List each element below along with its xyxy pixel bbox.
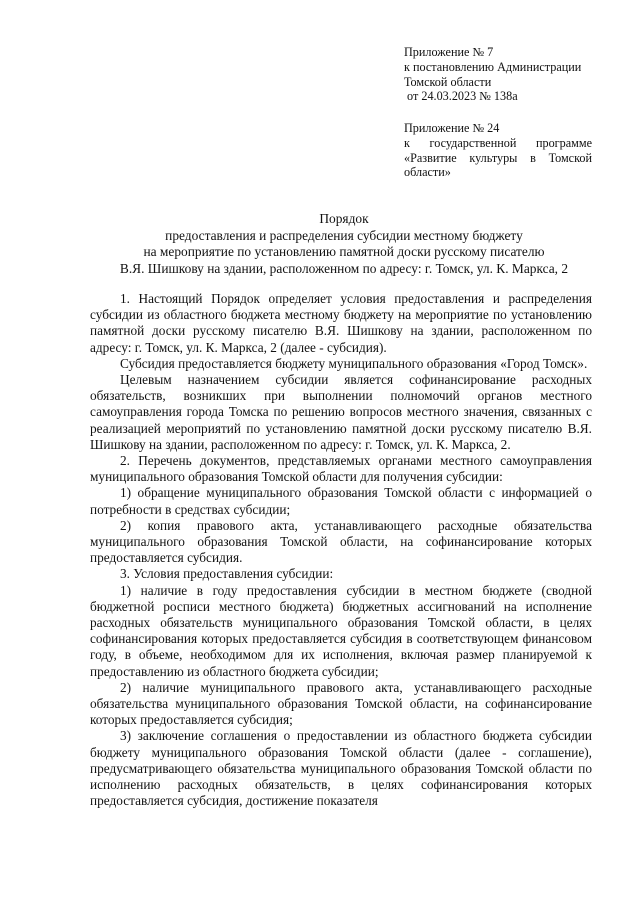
document-body — [90, 291, 592, 810]
appendix-24-block — [404, 121, 592, 180]
appendix-7-block — [404, 45, 592, 104]
paragraph-2-documents: 2. Перечень документов, представляемых органами местного самоуправления муниципального образования Томской области для получения субсидии: — [90, 453, 592, 485]
paragraph-3-item-2: 2) наличие муниципального правового акта, устанавливающего расходные обязательства муниципального образования Томской области, на софинансирование которых предоставляется субсидия; — [90, 679, 592, 728]
appendix-7-region: Томской области — [404, 74, 492, 89]
title-line-3: В.Я. Шишкову на здании, расположенном по адресу: г. Томск, ул. К. Маркса, 2 — [119, 260, 569, 276]
paragraph-2-item-2: 2) копия правового акта, устанавливающего расходные обязательства муниципального образования Томской области, на софинансирование которых предоставляется субсидия. — [90, 517, 592, 566]
paragraph-recipient: Субсидия предоставляется бюджету муниципального образования «Город Томск». — [120, 355, 588, 371]
title-heading: Порядок — [319, 211, 369, 226]
title-line-1: предоставления и распределения субсидии местному бюджету — [165, 227, 523, 243]
paragraph-2-item-1: 1) обращение муниципального образования Томской области с информацией о потребности в средствах субсидии; — [90, 485, 592, 517]
paragraph-3-item-1: 1) наличие в году предоставления субсидии в местном бюджете (сводной бюджетной росписи местного бюджета) бюджетных ассигнований на исполнение расходных обязательств муниципального образования Томской области, в целях софинансирования которых предоставляется субсидия в соответствующем финансовом году, в объеме, необходимом для их исполнения, включая размер планируемой к предоставлению из областного бюджета субсидии; — [90, 582, 592, 679]
appendix-24-program-name: «Развитие культуры в Томской — [404, 150, 592, 165]
appendix-7-date: от 24.03.2023 № 138а — [404, 89, 518, 104]
appendix-24-program: к государственной программе — [404, 135, 592, 150]
paragraph-1-purpose: 1. Настоящий Порядок определяет условия предоставления и распределения субсидии из областного бюджета местному бюджету на мероприятие по установлению памятной доски русскому писателю В.Я. Шишкову на здании, расположенном по адресу: г. Томск, ул. К. Маркса, 2 (далее - субсидия). — [90, 291, 592, 355]
paragraph-3-item-3: 3) заключение соглашения о предоставлении из областного бюджета субсидии бюджету муниципального образования Томской области (далее - соглашение), предусматривающего обязательства муниципального образования Томской области по исполнению расходных обязательств, в целях софинансирования которых предоставляется субсидия, достижение показателя — [90, 728, 592, 809]
appendix-24-number: Приложение № 24 — [404, 121, 500, 135]
paragraph-target: Целевым назначением субсидии является софинансирование расходных обязательств, возникших при выполнении полномочий органов местного самоуправления города Томска по решению вопросов местного значения, связанных с реализацией мероприятий по установлению памятной доски русскому писателю В.Я. Шишкову на здании, расположенном по адресу: г. Томск, ул. К. Маркса, 2. — [90, 372, 592, 452]
appendix-24-program-name-end: области» — [404, 165, 451, 180]
title-line-2: на мероприятие по установлению памятной доски русскому писателю — [143, 244, 545, 259]
appendix-7-resolution: к постановлению Администрации — [404, 59, 582, 74]
paragraph-3-conditions: 3. Условия предоставления субсидии: — [120, 566, 334, 582]
appendix-7-number: Приложение № 7 — [404, 45, 494, 59]
document-title — [60, 211, 628, 277]
